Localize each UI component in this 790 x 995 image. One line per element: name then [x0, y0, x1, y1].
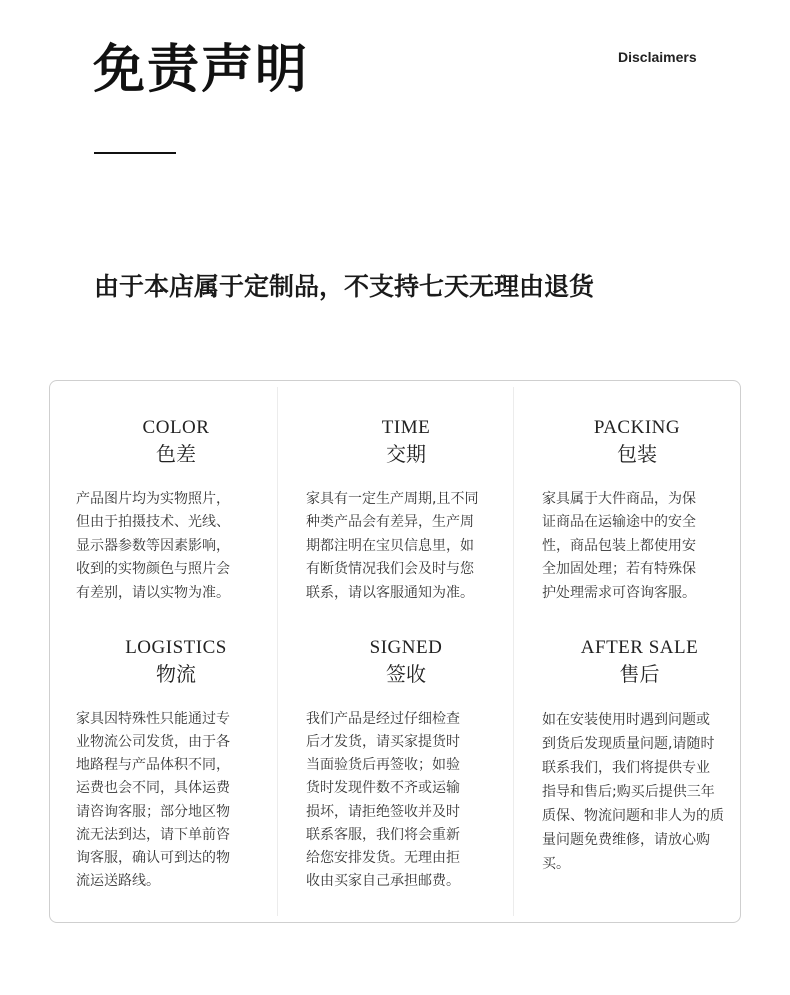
disclaimer-panel	[49, 380, 741, 923]
card-title-zh: 包装	[617, 441, 657, 466]
card-after-sale	[542, 637, 737, 876]
card-body: 如在安装使用时遇到问题或 到货后发现质量问题,请随时 联系我们，我们将提供专业 指导和售后;购买后提供三年 质保、物流问题和非人为的质 量问题免费维修，请放心购 买。	[542, 711, 724, 872]
column-divider	[277, 387, 278, 916]
card-title-en: TIME	[381, 417, 431, 438]
card-title-en: AFTER SALE	[580, 637, 699, 658]
card-title-zh: 物流	[156, 661, 196, 686]
card-title-zh: 售后	[619, 661, 660, 686]
card-title-zh: 交期	[386, 441, 426, 466]
card-body: 产品图片均为实物照片， 但由于拍摄技术、光线、 显示器参数等因素影响， 收到的实物颜色与照片会 有差别，请以实物为准。	[76, 490, 230, 601]
card-title-en: SIGNED	[369, 637, 443, 658]
card-logistics	[76, 637, 276, 893]
card-title-zh: 签收	[386, 661, 426, 686]
page-title: 免责声明	[93, 40, 310, 100]
card-title-en: LOGISTICS	[125, 637, 227, 658]
card-color	[76, 417, 276, 605]
return-policy-notice: 由于本店属于定制品，不支持七天无理由退货	[94, 272, 595, 301]
card-title-en: COLOR	[142, 417, 210, 438]
card-signed	[306, 637, 506, 893]
title-underline	[94, 152, 176, 154]
page-title-english: Disclaimers	[618, 49, 697, 65]
card-packing	[542, 417, 732, 605]
card-body: 家具有一定生产周期,且不同 种类产品会有差异，生产周 期都注明在宝贝信息里，如 有断货情况我们会及时与您 联系，请以客服通知为准。	[306, 490, 479, 601]
card-body: 家具因特殊性只能通过专 业物流公司发货，由于各 地路程与产品体积不同， 运费也会不同，具体运费 请咨询客服；部分地区物 流无法到达，请下单前咨 询客服，确认可到达的物 流运送路线。	[76, 710, 230, 890]
card-time	[306, 417, 506, 605]
card-title-zh: 色差	[156, 441, 196, 466]
column-divider	[513, 387, 514, 916]
card-body: 我们产品是经过仔细检查 后才发货，请买家提货时 当面验货后再签收；如验 货时发现件数不齐或运输 损坏，请拒绝签收并及时 联系客服，我们将会重新 给您安排发货。无理由拒 收由买家自己承担邮费。	[306, 710, 460, 890]
card-body: 家具属于大件商品，为保 证商品在运输途中的安全 性，商品包装上都使用安 全加固处理；若有特殊保 护处理需求可咨询客服。	[542, 490, 696, 601]
card-title-en: PACKING	[593, 417, 681, 438]
